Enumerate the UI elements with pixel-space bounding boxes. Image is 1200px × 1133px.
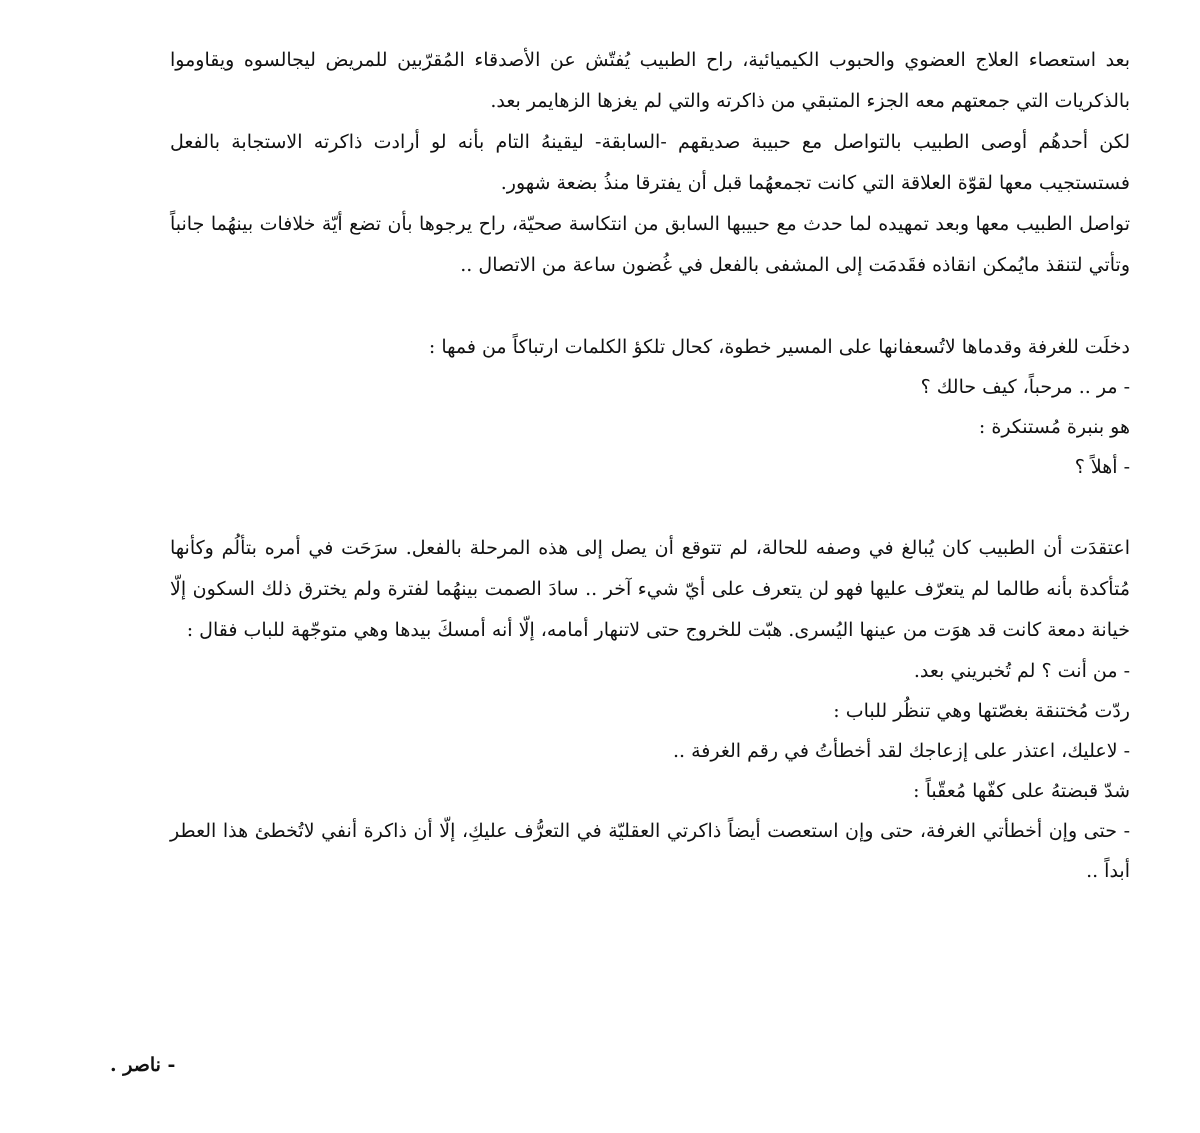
story-text-block <box>170 40 1130 891</box>
section-spacer <box>170 487 1130 528</box>
scene-1 <box>170 327 1130 487</box>
narration-line: شدّ قبضتهُ على كفّها مُعقّباً : <box>913 780 1130 802</box>
author-signature: - ناصر . <box>110 1054 176 1076</box>
narration-line: ردّت مُختنقة بغصّتها وهي تنظُر للباب : <box>833 700 1130 722</box>
narration-line: دخلَت للغرفة وقدماها لاتُسعفانها على المسير خطوة، كحال تلكؤ الكلمات ارتباكاً من فمها : <box>428 336 1130 358</box>
narration-line: هو بنبرة مُستنكرة : <box>978 416 1130 438</box>
dialogue-line: - من أنت ؟ لم تُخبريني بعد. <box>913 660 1130 682</box>
intro-paragraph-1: بعد استعصاء العلاج العضوي والحبوب الكيميائية، راح الطبيب يُفتّش عن الأصدقاء المُقرّبين للمريض ليجالسوه ويقاوموا بالذكريات التي جمعتهم معه الجزء المتبقي من ذاكرته والتي لم يغزها الزهايمر بعد. <box>170 49 1130 112</box>
intro-paragraph-3: تواصل الطبيب معها وبعد تمهيده لما حدث مع حبيبها السابق من انتكاسة صحيّة، راح يرجوها بأن تضع أيّة خلافات بينهُما جانباً وتأتي لتنقذ مايُمكن انقاذه فقَدمَت إلى المشفى بالفعل في غُضون ساعة من الاتصال .. <box>170 213 1130 276</box>
intro-paragraph-2: لكن أحدهُم أوصى الطبيب بالتواصل مع حبيبة صديقهم -السابقة- ليقينهُ التام بأنه لو أرادت ذاكرته الاستجابة بالفعل فستستجيب معها لقوّة العلاقة التي كانت تجمعهُما قبل أن يفترقا منذُ بضعة شهور. <box>170 131 1130 194</box>
dialogue-line: - لاعليك، اعتذر على إزعاجك لقد أخطأتُ في رقم الغرفة .. <box>672 740 1130 762</box>
scene-2 <box>170 528 1130 891</box>
dialogue-line: - حتى وإن أخطأتي الغرفة، حتى وإن استعصت أيضاً ذاكرتي العقليّة في التعرُّف عليكِ، إلّا أن ذاكرة أنفي لاتُخطئ هذا العطر أبداً .. <box>170 820 1130 882</box>
dialogue-line: - مر .. مرحباً، كيف حالك ؟ <box>920 376 1130 398</box>
dialogue-line: - أهلاً ؟ <box>1074 456 1130 478</box>
narration-paragraph: اعتقدَت أن الطبيب كان يُبالغ في وصفه للحالة، لم تتوقع أن يصل إلى هذه المرحلة بالفعل. سرَحَت في أمره بتألُم وكأنها مُتأكدة بأنه طالما لم يتعرّف عليها فهو لن يتعرف على أيّ شيء آخر .. سادَ الصمت بينهُما لفترة ولم يخترق ذلك السكون إلّا خيانة دمعة كانت قد هوَت من عينها اليُسرى. هبّت للخروج حتى لاتنهار أمامه، إلّا أنه أمسكَ بيدها وهي متوجّهة للباب فقال : <box>170 537 1130 641</box>
section-spacer <box>170 286 1130 327</box>
